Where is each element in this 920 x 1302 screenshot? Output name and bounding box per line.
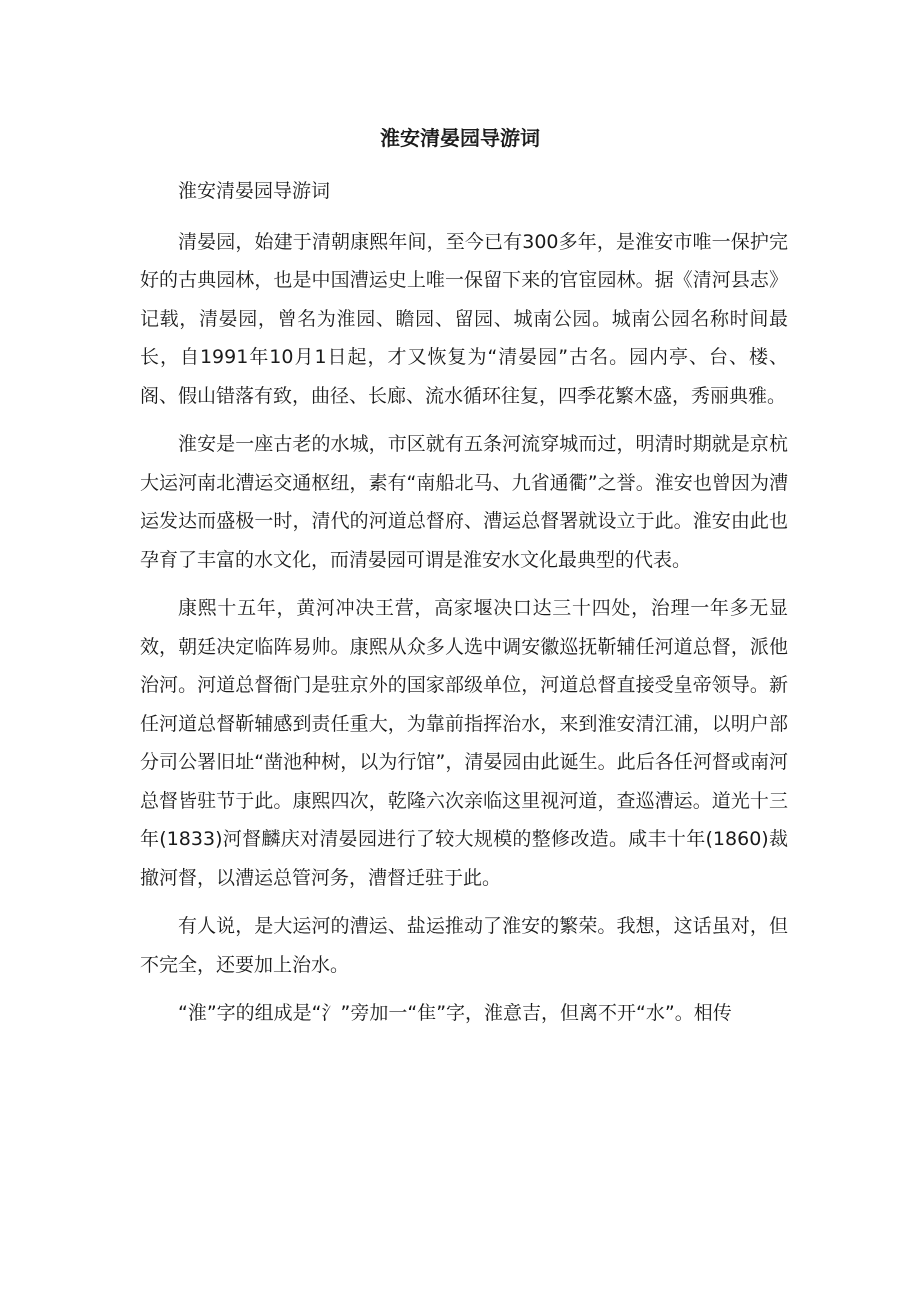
paragraph: 淮安是一座古老的水城，市区就有五条河流穿城而过，明清时期就是京杭大运河南北漕运交通枢纽，素有“南船北马、九省通衢”之誉。淮安也曾因为漕运发达而盛极一时，清代的河道总督府、漕运总督署就设立于此。淮安由此也孕育了丰富的水文化，而清晏园可谓是淮安水文化最典型的代表。	[140, 433, 788, 571]
paragraph: “淮”字的组成是“氵”旁加一“隹”字，淮意吉，但离不开“水”。相传	[178, 1002, 732, 1024]
paragraph: 有人说，是大运河的漕运、盐运推动了淮安的繁荣。我想，这话虽对，但不完全，还要加上治水。	[140, 915, 788, 976]
paragraph: 康熙十五年，黄河冲决王营，高家堰决口达三十四处，治理一年多无显效，朝廷决定临阵易帅。康熙从众多人选中调安徽巡抚靳辅任河道总督，派他治河。河道总督衙门是驻京外的国家部级单位，河道总督直接受皇帝领导。新任河道总督靳辅感到责任重大，为靠前指挥治水，来到淮安清江浦，以明户部分司公署旧址“凿池种树，以为行馆”，清晏园由此诞生。此后各任河督或南河总督皆驻节于此。康熙四次，乾隆六次亲临这里视河道，查巡漕运。道光十三年(1833)河督麟庆对清晏园进行了较大规模的整修改造。咸丰十年(1860)裁撤河督，以漕运总管河务，漕督迁驻于此。	[140, 597, 788, 889]
paragraph: 清晏园，始建于清朝康熙年间，至今已有300多年，是淮安市唯一保护完好的古典园林，也是中国漕运史上唯一保留下来的官宦园林。据《清河县志》记载，清晏园，曾名为淮园、瞻园、留园、城南公园。城南公园名称时间最长，自1991年10月1日起，才又恢复为“清晏园”古名。园内亭、台、楼、阁、假山错落有致，曲径、长廊、流水循环往复，四季花繁木盛，秀丽典雅。	[140, 230, 788, 407]
document-body	[140, 172, 788, 1043]
paragraph-subtitle: 淮安清晏园导游词	[178, 180, 331, 202]
document-title: 淮安清晏园导游词	[380, 126, 540, 150]
